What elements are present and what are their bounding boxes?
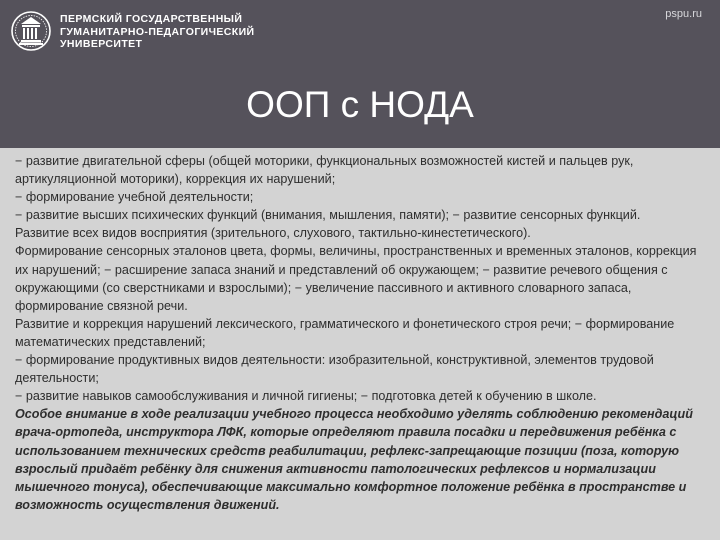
slide-title: ООП с НОДА <box>246 84 474 125</box>
university-name-line: ГУМАНИТАРНО-ПЕДАГОГИЧЕСКИЙ <box>60 25 255 38</box>
site-url: pspu.ru <box>665 8 702 20</box>
body-paragraph: − формирование продуктивных видов деятельности: изобразительной, конструктивной, элементов трудовой деятельности; <box>15 353 654 386</box>
body-paragraph: − развитие двигательной сферы (общей моторики, функциональных возможностей кистей и пальцев рук, артикуляционной моторики), коррекция их нарушений; <box>15 154 634 187</box>
body-paragraph: − развитие высших психических функций (внимания, мышления, памяти); − развитие сенсорных функций. <box>15 208 641 223</box>
university-name-line: ПЕРМСКИЙ ГОСУДАРСТВЕННЫЙ <box>60 13 243 25</box>
slide-body <box>15 152 707 514</box>
body-paragraph: Формирование сенсорных эталонов цвета, формы, величины, пространственных и временных эталонов, коррекция их нарушений; − расширение запаса знаний и представлений об окружающем; − развитие речевого общения с окружающими (со сверстниками и взрослыми); − увеличение пассивного и активного словарного запаса, формирование связной речи. <box>15 244 697 313</box>
slide-header <box>0 0 720 148</box>
body-paragraph: − формирование учебной деятельности; <box>15 190 254 205</box>
body-paragraph: Развитие и коррекция нарушений лексического, грамматического и фонетического строя речи; − формирование математических представлений; <box>15 316 675 349</box>
emphasis-paragraph: Особое внимание в ходе реализации учебного процесса необходимо уделять соблюдению рекомендаций врача-ортопеда, инструктора ЛФК, которые определяют правила посадки и передвижения ребёнка с использованием технических средств реабилитации, рефлекс-запрещающие позиции (поза, которую взрослый придаёт ребёнку для снижения активности патологических рефлексов и нормализации мышечного тонуса), обеспечивающие максимально комфортное положение ребёнка в пространстве и возможность осуществления движений. <box>15 407 693 512</box>
body-paragraph: Развитие всех видов восприятия (зрительного, слухового, тактильно-кинестетического). <box>15 226 531 241</box>
body-paragraph: − развитие навыков самообслуживания и личной гигиены; − подготовка детей к обучению в школе. <box>15 389 597 404</box>
university-name-line: УНИВЕРСИТЕТ <box>60 38 143 50</box>
university-building-icon <box>10 10 52 52</box>
university-name <box>60 13 255 51</box>
